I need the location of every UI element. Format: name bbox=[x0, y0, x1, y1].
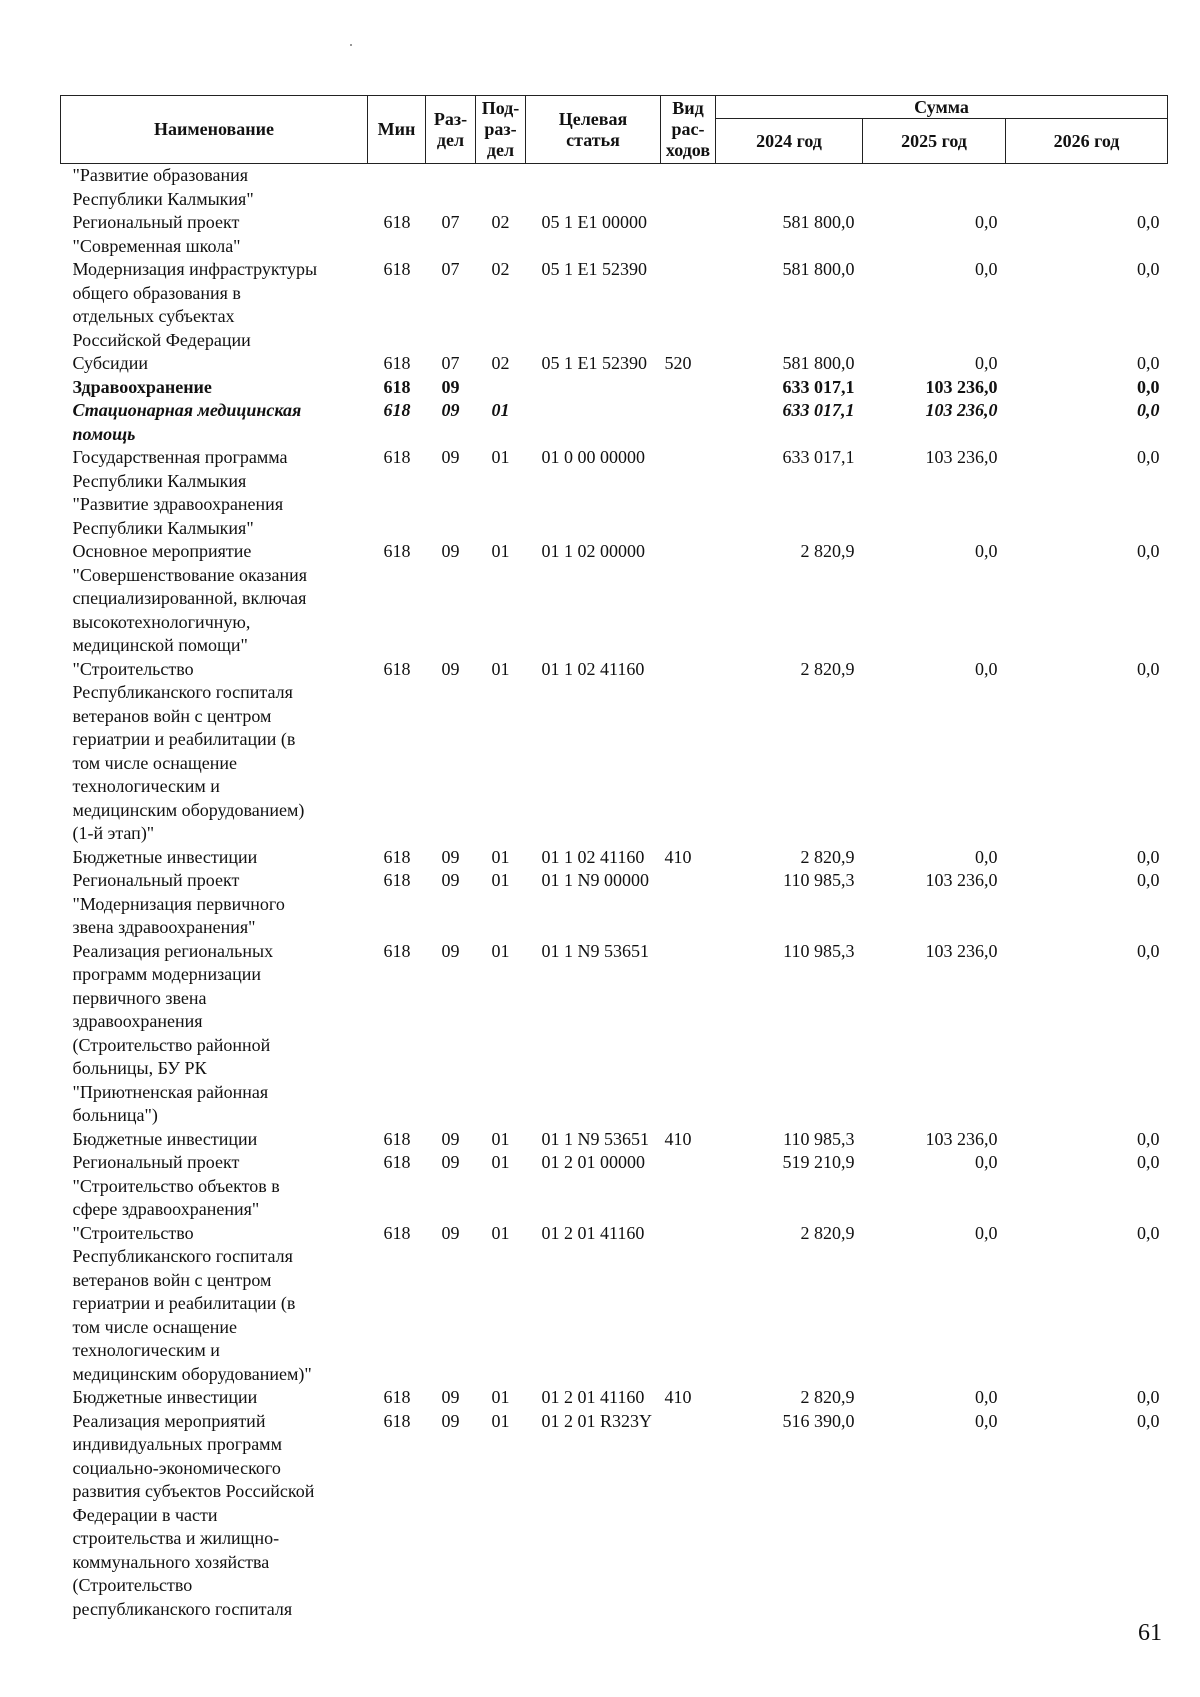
cell-sum-2025: 0,0 bbox=[975, 658, 998, 679]
cell-name: Основное мероприятие "Совершенствование оказания специализированной, включая высокотехнологичную, медицинской помощи" bbox=[72, 541, 308, 655]
cell-sum-2026: 0,0 bbox=[1137, 447, 1160, 467]
header-vid-rashodov: Вид рас- ходов bbox=[661, 96, 716, 164]
cell-sum-2024: 2 820,9 bbox=[800, 1222, 855, 1243]
cell-sum-2026: 0,0 bbox=[1137, 1387, 1160, 1407]
cell-sum-2024: 110 985,3 bbox=[783, 870, 855, 890]
cell-min: 618 bbox=[383, 1152, 411, 1172]
cell-sum-2024: 581 800,0 bbox=[782, 259, 855, 279]
cell-podrazdel: 02 bbox=[491, 353, 510, 373]
cell-min: 618 bbox=[383, 1387, 411, 1407]
cell-min: 618 bbox=[383, 1222, 411, 1243]
header-podrazdel: Под- раз- дел bbox=[476, 96, 526, 164]
cell-vid-rashodov bbox=[661, 869, 716, 940]
cell-sum-2026: 0,0 bbox=[1137, 376, 1160, 397]
table-row bbox=[61, 940, 1168, 1128]
cell-min: 618 bbox=[383, 353, 411, 373]
cell-razdel: 07 bbox=[441, 259, 460, 279]
cell-min: 618 bbox=[383, 400, 411, 420]
cell-sum-2024: 519 210,9 bbox=[782, 1152, 855, 1172]
cell-sum-2025: 0,0 bbox=[975, 1387, 998, 1407]
cell-name: Бюджетные инвестиции bbox=[72, 1128, 258, 1149]
cell-name: Бюджетные инвестиции bbox=[72, 846, 258, 867]
cell-sum-2025: 0,0 bbox=[975, 259, 998, 279]
header-razdel: Раз- дел bbox=[426, 96, 476, 164]
cell-razdel: 09 bbox=[441, 400, 460, 420]
cell-sum-2024: 633 017,1 bbox=[782, 447, 855, 467]
cell-sum-2026: 0,0 bbox=[1137, 846, 1160, 867]
cell-podrazdel: 01 bbox=[491, 1410, 510, 1431]
cell-sum-2025: 103 236,0 bbox=[925, 1128, 998, 1149]
cell-vid-rashodov: 410 bbox=[664, 1387, 692, 1407]
cell-sum-2026: 0,0 bbox=[1137, 541, 1160, 561]
cell-min: 618 bbox=[383, 940, 411, 961]
cell-sum-2026: 0,0 bbox=[1137, 400, 1160, 420]
cell-sum-2024: 581 800,0 bbox=[782, 212, 855, 232]
cell-podrazdel: 01 bbox=[491, 870, 510, 890]
table-row bbox=[61, 399, 1168, 446]
cell-sum-2024: 2 820,9 bbox=[800, 846, 855, 867]
cell-vid-rashodov: 520 bbox=[664, 353, 692, 373]
cell-podrazdel: 01 bbox=[491, 658, 510, 679]
cell-celevaya-statya: 01 1 N9 53651 bbox=[541, 940, 649, 961]
cell-vid-rashodov bbox=[661, 258, 716, 352]
cell-podrazdel: 01 bbox=[491, 447, 510, 467]
budget-table bbox=[60, 95, 1168, 1621]
cell-vid-rashodov: 410 bbox=[664, 1128, 692, 1149]
cell-sum-2026: 0,0 bbox=[1137, 1128, 1160, 1149]
cell-podrazdel: 02 bbox=[491, 212, 510, 232]
cell-sum-2025: 0,0 bbox=[975, 353, 998, 373]
cell-razdel bbox=[426, 164, 476, 212]
cell-celevaya-statya: 01 1 02 41160 bbox=[541, 658, 645, 679]
header-year-2025: 2025 год bbox=[863, 119, 1006, 164]
cell-razdel: 09 bbox=[441, 1222, 460, 1243]
header-min: Мин bbox=[368, 96, 426, 164]
cell-celevaya-statya bbox=[526, 164, 661, 212]
cell-min: 618 bbox=[383, 1128, 411, 1149]
cell-min bbox=[368, 164, 426, 212]
cell-celevaya-statya: 01 1 N9 00000 bbox=[541, 870, 649, 890]
cell-razdel: 09 bbox=[441, 447, 460, 467]
cell-name: Стационарная медицинская помощь bbox=[72, 400, 302, 444]
cell-sum-2026: 0,0 bbox=[1137, 870, 1160, 890]
cell-sum-2026: 0,0 bbox=[1137, 353, 1160, 373]
header-year-2024: 2024 год bbox=[716, 119, 863, 164]
cell-sum-2026: 0,0 bbox=[1137, 658, 1160, 679]
cell-vid-rashodov bbox=[661, 540, 716, 658]
scan-speck bbox=[350, 44, 352, 46]
cell-podrazdel: 02 bbox=[491, 259, 510, 279]
cell-min: 618 bbox=[383, 658, 411, 679]
cell-name: "Развитие образования Республики Калмыкия" bbox=[72, 165, 254, 209]
cell-sum-2024 bbox=[716, 164, 863, 212]
cell-podrazdel: 01 bbox=[491, 541, 510, 561]
cell-vid-rashodov bbox=[661, 376, 716, 400]
cell-razdel: 07 bbox=[441, 212, 460, 232]
header-summa: Сумма bbox=[716, 96, 1168, 119]
cell-celevaya-statya: 01 1 02 41160 bbox=[541, 846, 645, 867]
page-number: 61 bbox=[1138, 1620, 1162, 1646]
cell-min: 618 bbox=[383, 376, 411, 397]
header-name: Наименование bbox=[61, 96, 368, 164]
cell-sum-2024: 2 820,9 bbox=[800, 658, 855, 679]
cell-podrazdel: 01 bbox=[491, 400, 510, 420]
cell-celevaya-statya bbox=[526, 376, 661, 400]
cell-min: 618 bbox=[383, 447, 411, 467]
cell-celevaya-statya bbox=[526, 399, 661, 446]
cell-podrazdel: 01 bbox=[491, 940, 510, 961]
cell-podrazdel: 01 bbox=[491, 846, 510, 867]
cell-vid-rashodov bbox=[661, 211, 716, 258]
cell-sum-2024: 2 820,9 bbox=[800, 1387, 855, 1407]
cell-podrazdel bbox=[476, 376, 526, 400]
cell-sum-2026: 0,0 bbox=[1137, 259, 1160, 279]
cell-razdel: 09 bbox=[441, 376, 460, 397]
cell-sum-2025: 103 236,0 bbox=[925, 400, 998, 420]
cell-name: Государственная программа Республики Калмыкия "Развитие здравоохранения Республики Калмыкия" bbox=[72, 447, 288, 538]
table-header bbox=[61, 96, 1168, 164]
cell-sum-2025: 0,0 bbox=[975, 1410, 998, 1431]
cell-sum-2024: 2 820,9 bbox=[800, 541, 855, 561]
cell-sum-2026: 0,0 bbox=[1137, 212, 1160, 232]
cell-sum-2025: 103 236,0 bbox=[925, 870, 998, 890]
cell-podrazdel: 01 bbox=[491, 1152, 510, 1172]
cell-celevaya-statya: 05 1 E1 52390 bbox=[541, 259, 647, 279]
cell-sum-2025: 0,0 bbox=[975, 1152, 998, 1172]
cell-min: 618 bbox=[383, 870, 411, 890]
table-row bbox=[61, 1151, 1168, 1222]
cell-vid-rashodov bbox=[661, 1410, 716, 1622]
cell-sum-2026: 0,0 bbox=[1137, 1410, 1160, 1431]
cell-razdel: 09 bbox=[441, 940, 460, 961]
cell-sum-2026: 0,0 bbox=[1137, 940, 1160, 961]
cell-razdel: 09 bbox=[441, 1387, 460, 1407]
table-row bbox=[61, 1128, 1168, 1152]
header-year-2026: 2026 год bbox=[1006, 119, 1168, 164]
cell-vid-rashodov bbox=[661, 446, 716, 540]
cell-min: 618 bbox=[383, 846, 411, 867]
table-row bbox=[61, 540, 1168, 658]
cell-celevaya-statya: 05 1 E1 00000 bbox=[541, 212, 647, 232]
cell-name: Реализация региональных программ модернизации первичного звена здравоохранения (Строительство районной больницы, БУ РК "Приютненская районная больница") bbox=[72, 940, 274, 1125]
cell-sum-2026: 0,0 bbox=[1137, 1152, 1160, 1172]
table-row bbox=[61, 164, 1168, 212]
cell-vid-rashodov: 410 bbox=[664, 846, 692, 867]
cell-vid-rashodov bbox=[661, 658, 716, 846]
cell-sum-2024: 581 800,0 bbox=[782, 353, 855, 373]
cell-vid-rashodov bbox=[661, 1222, 716, 1387]
cell-sum-2025: 0,0 bbox=[975, 846, 998, 867]
cell-name: Реализация мероприятий индивидуальных программ социально-экономического развития субъектов Российской Федерации в части строительства и жилищно- коммунального хозяйства (Строительство республиканского госпиталя bbox=[72, 1410, 315, 1619]
cell-celevaya-statya: 01 0 00 00000 bbox=[541, 447, 645, 467]
cell-sum-2024: 110 985,3 bbox=[783, 1128, 855, 1149]
cell-name: Модернизация инфраструктуры общего образования в отдельных субъектах Российской Федерации bbox=[72, 259, 318, 350]
cell-sum-2025: 103 236,0 bbox=[925, 447, 998, 467]
cell-sum-2024: 110 985,3 bbox=[783, 940, 855, 961]
cell-min: 618 bbox=[383, 1410, 411, 1431]
cell-podrazdel: 01 bbox=[491, 1128, 510, 1149]
cell-name: "Строительство Республиканского госпиталя ветеранов войн с центром гериатрии и реабилитации (в том числе оснащение технологическим и медицинским оборудованием) (1-й этап)" bbox=[72, 658, 305, 843]
cell-min: 618 bbox=[383, 541, 411, 561]
cell-sum-2025: 0,0 bbox=[975, 541, 998, 561]
cell-name: Региональный проект "Строительство объектов в сфере здравоохранения" bbox=[72, 1152, 280, 1219]
cell-sum-2026 bbox=[1006, 164, 1168, 212]
table-row bbox=[61, 258, 1168, 352]
cell-name: "Строительство Республиканского госпиталя ветеранов войн с центром гериатрии и реабилитации (в том числе оснащение технологическим и медицинским оборудованием)" bbox=[72, 1222, 312, 1384]
cell-celevaya-statya: 05 1 E1 52390 bbox=[541, 353, 647, 373]
cell-razdel: 09 bbox=[441, 1128, 460, 1149]
cell-razdel: 09 bbox=[441, 870, 460, 890]
cell-vid-rashodov bbox=[661, 164, 716, 212]
cell-sum-2024: 633 017,1 bbox=[782, 400, 855, 420]
cell-celevaya-statya: 01 2 01 41160 bbox=[541, 1222, 645, 1243]
cell-podrazdel: 01 bbox=[491, 1222, 510, 1243]
cell-name: Региональный проект "Современная школа" bbox=[72, 212, 241, 256]
cell-razdel: 09 bbox=[441, 1410, 460, 1431]
cell-min: 618 bbox=[383, 212, 411, 232]
cell-sum-2025: 103 236,0 bbox=[925, 940, 998, 961]
cell-celevaya-statya: 01 2 01 41160 bbox=[541, 1387, 645, 1407]
table-row bbox=[61, 376, 1168, 400]
cell-razdel: 09 bbox=[441, 846, 460, 867]
cell-razdel: 09 bbox=[441, 1152, 460, 1172]
cell-vid-rashodov bbox=[661, 399, 716, 446]
cell-podrazdel: 01 bbox=[491, 1387, 510, 1407]
cell-vid-rashodov bbox=[661, 940, 716, 1128]
table-row bbox=[61, 352, 1168, 376]
cell-sum-2025: 103 236,0 bbox=[925, 376, 998, 397]
header-celevaya-statya: Целевая статья bbox=[526, 96, 661, 164]
cell-razdel: 09 bbox=[441, 541, 460, 561]
cell-podrazdel bbox=[476, 164, 526, 212]
table-row bbox=[61, 446, 1168, 540]
cell-sum-2025: 0,0 bbox=[975, 1222, 998, 1243]
cell-name: Здравоохранение bbox=[72, 376, 212, 397]
cell-razdel: 07 bbox=[441, 353, 460, 373]
cell-vid-rashodov bbox=[661, 1151, 716, 1222]
cell-name: Бюджетные инвестиции bbox=[72, 1387, 258, 1407]
table-row bbox=[61, 1222, 1168, 1387]
cell-razdel: 09 bbox=[441, 658, 460, 679]
cell-name: Региональный проект "Модернизация первичного звена здравоохранения" bbox=[72, 870, 285, 937]
table-body bbox=[61, 164, 1168, 1622]
table-row bbox=[61, 1386, 1168, 1410]
cell-min: 618 bbox=[383, 259, 411, 279]
cell-celevaya-statya: 01 1 N9 53651 bbox=[541, 1128, 649, 1149]
cell-celevaya-statya: 01 2 01 00000 bbox=[541, 1152, 645, 1172]
cell-sum-2025: 0,0 bbox=[975, 212, 998, 232]
table-row bbox=[61, 846, 1168, 870]
table-row bbox=[61, 211, 1168, 258]
table-row bbox=[61, 1410, 1168, 1622]
cell-name: Субсидии bbox=[72, 353, 149, 373]
cell-sum-2024: 516 390,0 bbox=[782, 1410, 855, 1431]
table-row bbox=[61, 658, 1168, 846]
cell-celevaya-statya: 01 1 02 00000 bbox=[541, 541, 645, 561]
cell-sum-2026: 0,0 bbox=[1137, 1222, 1160, 1243]
table-row bbox=[61, 869, 1168, 940]
cell-celevaya-statya: 01 2 01 R323Y bbox=[541, 1410, 653, 1431]
cell-sum-2025 bbox=[863, 164, 1006, 212]
cell-sum-2024: 633 017,1 bbox=[782, 376, 855, 397]
